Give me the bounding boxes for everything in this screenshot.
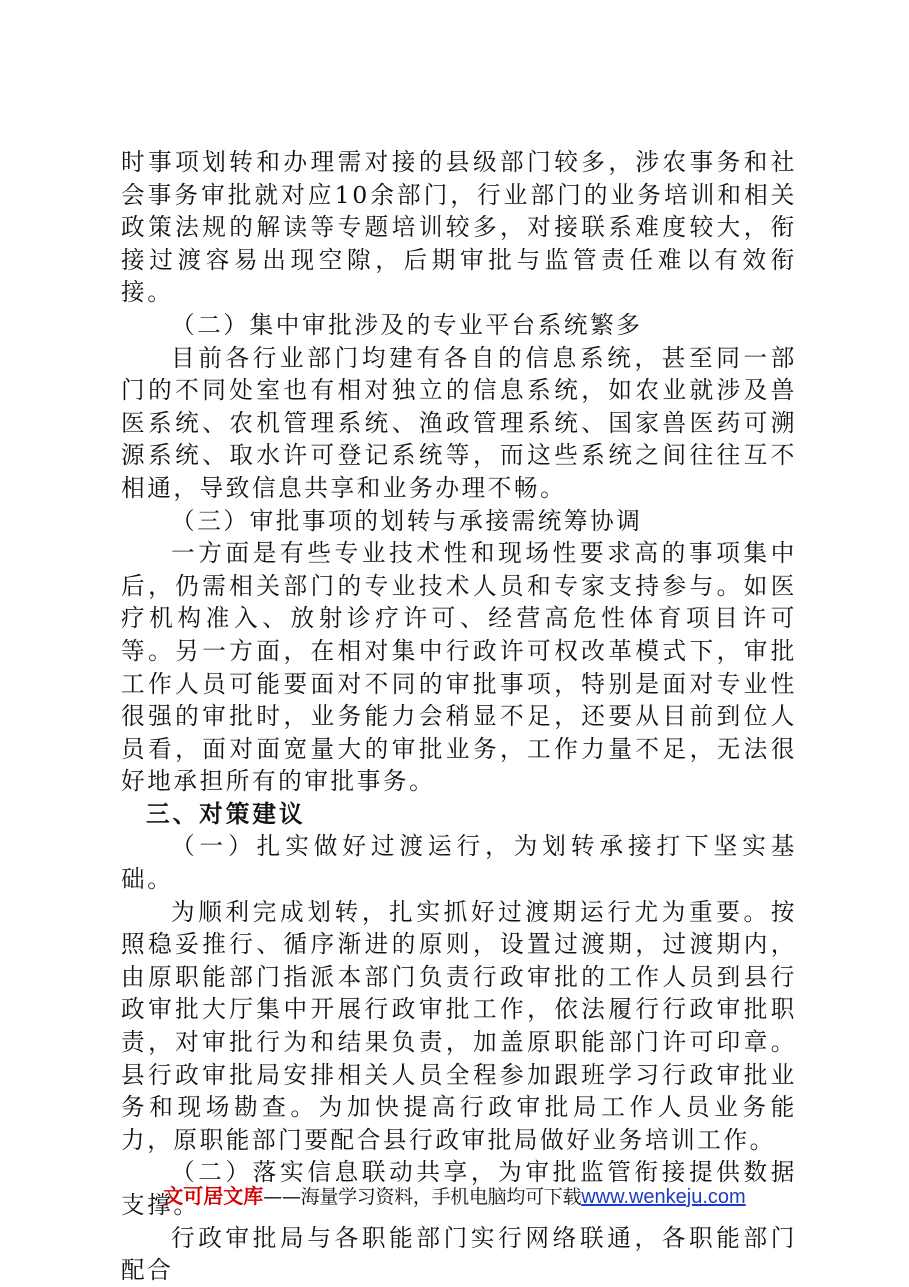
footer-brand: 文可居文库 (163, 1184, 264, 1208)
footer-tagline: ——海量学习资料，手机电脑均可下载 (263, 1186, 582, 1208)
footer-banner (0, 1183, 909, 1210)
section-heading: （二）落实信息联动共享，为审批监管衔接提供数据支撑。 (121, 1158, 797, 1219)
paragraph-body: 一方面是有些专业技术性和现场性要求高的事项集中后，仍需相关部门的专业技术人员和专家支持参与。如医疗机构准入、放射诊疗许可、经营高危性体育项目许可等。另一方面，在相对集中行政许可权改革模式下，审批工作人员可能要面对不同的审批事项，特别是面对专业性很强的审批时，业务能力会稍显不足，还要从目前到位人员看，面对面宽量大的审批业务，工作力量不足，无法很好地承担所有的审批事务。 (121, 539, 797, 796)
section-heading: （一）扎实做好过渡运行，为划转承接打下坚实基础。 (121, 832, 797, 894)
paragraph-body: 目前各行业部门均建有各自的信息系统，甚至同一部门的不同处室也有相对独立的信息系统，如农业就涉及兽医系统、农机管理系统、渔政管理系统、国家兽医药可溯源系统、取水许可登记系统等，而这些系统之间往往互不相通，导致信息共享和业务办理不畅。 (121, 343, 797, 502)
document-body (121, 146, 797, 1287)
section-heading: （三）审批事项的划转与承接需统筹协调 (171, 506, 643, 535)
chapter-heading: 三、对策建议 (146, 799, 306, 828)
section-heading: （二）集中审批涉及的专业平台系统繁多 (171, 310, 643, 339)
paragraph-body: 时事项划转和办理需对接的县级部门较多，涉农事务和社会事务审批就对应10余部门，行业部门的业务培训和相关政策法规的解读等专题培训较多，对接联系难度较大，衔接过渡容易出现空隙，后期审批与监管责任难以有效衔接。 (121, 148, 797, 307)
paragraph-body: 行政审批局与各职能部门实行网络联通，各职能部门配合 (121, 1223, 797, 1285)
paragraph-body: 为顺利完成划转，扎实抓好过渡期运行尤为重要。按照稳妥推行、循序渐进的原则，设置过渡期，过渡期内，由原职能部门指派本部门负责行政审批的工作人员到县行政审批大厅集中开展行政审批工作，依法履行行政审批职责，对审批行为和结果负责，加盖原职能部门许可印章。县行政审批局安排相关人员全程参加跟班学习行政审批业务和现场勘查。为加快提高行政审批局工作人员业务能力，原职能部门要配合县行政审批局做好业务培训工作。 (121, 897, 797, 1154)
footer-website-link[interactable]: www.wenkeju.com (581, 1186, 746, 1208)
